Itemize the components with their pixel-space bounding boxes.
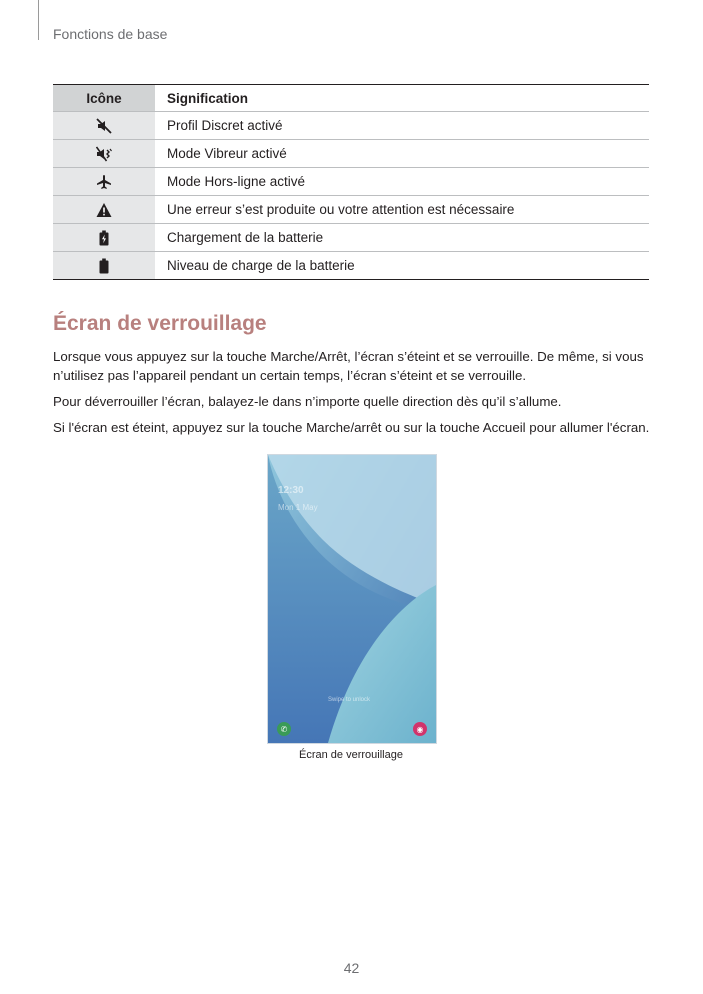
table-row [53, 251, 649, 279]
icon-table [53, 84, 649, 280]
warning-icon [53, 196, 155, 223]
table-row [53, 139, 649, 167]
vibrate-icon [53, 140, 155, 167]
mute-icon [53, 112, 155, 139]
col-header-icon: Icône [53, 85, 155, 111]
margin-rule [38, 0, 39, 40]
phone-shortcut-icon: ✆ [277, 722, 291, 736]
row-text: Profil Discret activé [167, 118, 283, 133]
running-header: Fonctions de base [53, 26, 168, 42]
page-number: 42 [343, 960, 360, 976]
figure-caption: Écran de verrouillage [299, 749, 403, 761]
paragraph: Pour déverrouiller l’écran, balayez-le dans n’importe quelle direction dès qu’il s’allume. [53, 394, 562, 409]
lock-time: 12:30 [278, 485, 304, 496]
row-text: Mode Hors-ligne activé [167, 174, 306, 189]
table-row [53, 167, 649, 195]
unlock-hint: Swipe to unlock [328, 697, 371, 703]
row-text: Mode Vibreur activé [167, 146, 287, 161]
col-header-meaning: Signification [167, 90, 248, 106]
battery-level-icon [53, 252, 155, 279]
table-row [53, 195, 649, 223]
battery-charging-icon [53, 224, 155, 251]
paragraph: Si l'écran est éteint, appuyez sur la touche Marche/arrêt ou sur la touche Accueil pour allumer l'écran. [53, 420, 650, 435]
section-title: Écran de verrouillage [53, 312, 267, 335]
camera-shortcut-icon: ◉ [413, 722, 427, 736]
lock-screen-screenshot [267, 454, 437, 744]
row-text: Une erreur s’est produite ou votre attention est nécessaire [167, 202, 515, 217]
airplane-icon [53, 168, 155, 195]
lock-date: Mon 1 May [278, 503, 318, 512]
table-row [53, 111, 649, 139]
row-text: Niveau de charge de la batterie [167, 258, 355, 273]
paragraph: Lorsque vous appuyez sur la touche Marche/Arrêt, l’écran s’éteint et se verrouille. De même, si vous n’utilisez pas l’appareil pendant un certain temps, l’écran s’éteint et se verrouille. [53, 349, 644, 383]
row-text: Chargement de la batterie [167, 230, 324, 245]
table-header-row [53, 85, 649, 111]
table-row [53, 223, 649, 251]
